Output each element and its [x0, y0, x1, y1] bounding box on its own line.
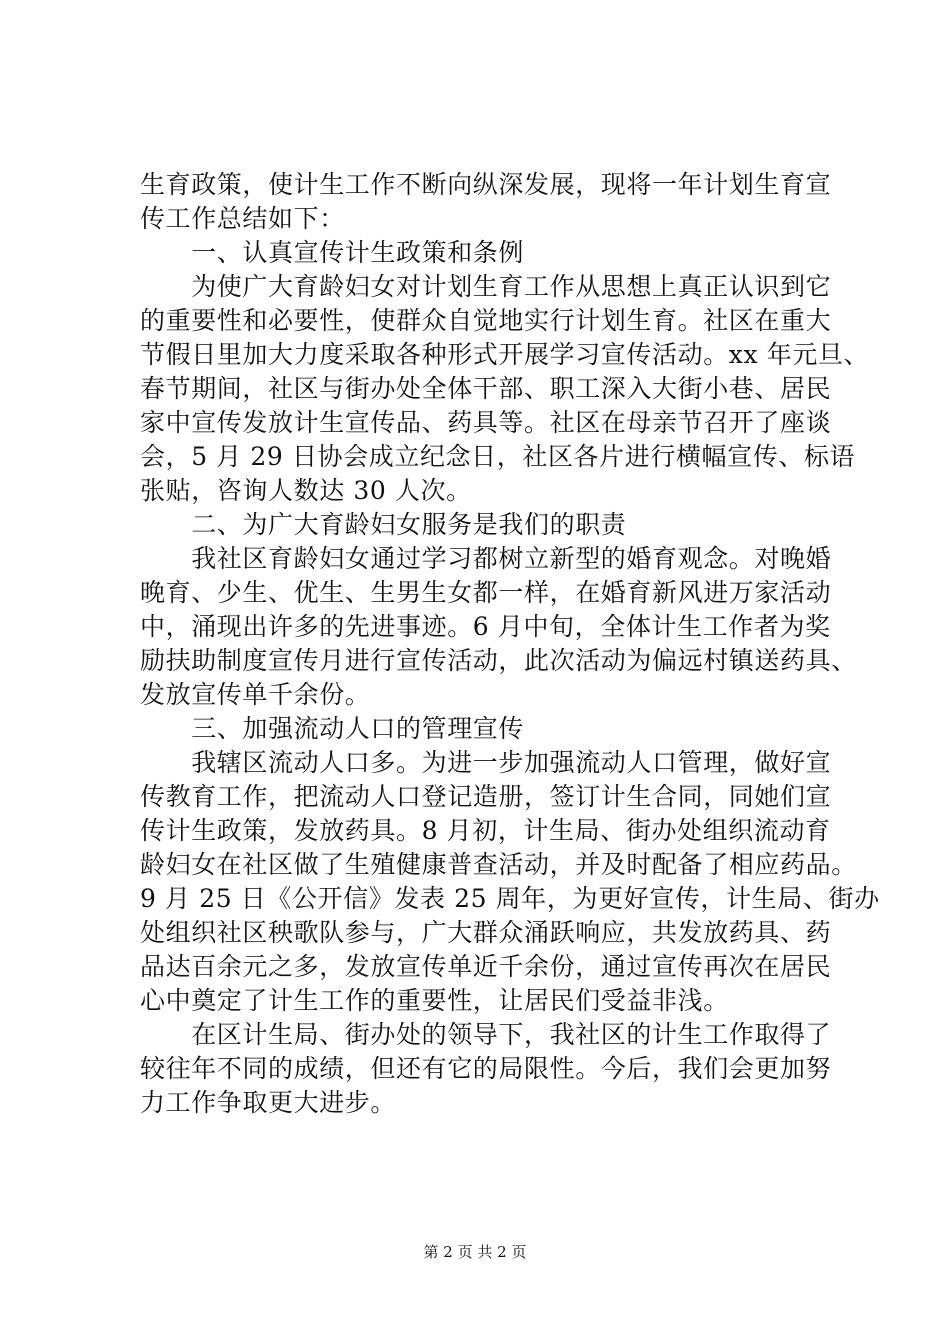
text-line: 春节期间，社区与街办处全体干部、职工深入大街小巷、居民 [140, 374, 832, 403]
text-line: 在区计生局、街办处的领导下，我社区的计生工作取得了 [140, 1020, 832, 1049]
document-body [140, 168, 880, 1120]
text-line: 传计生政策，发放药具。8 月初，计生局、街办处组织流动育 [140, 816, 831, 845]
text-line: 我辖区流动人口多。为进一步加强流动人口管理，做好宣 [140, 748, 832, 777]
text-line: 会，5 月 29 日协会成立纪念日，社区各片进行横幅宣传、标语 [140, 442, 856, 471]
text-line: 心中奠定了计生工作的重要性，让居民们受益非浅。 [140, 986, 729, 1015]
text-line: 较往年不同的成绩，但还有它的局限性。今后，我们会更加努 [140, 1054, 832, 1083]
text-line: 晚育、少生、优生、生男生女都一样，在婚育新风进万家活动 [140, 578, 832, 607]
text-line: 的重要性和必要性，使群众自觉地实行计划生育。社区在重大 [140, 306, 832, 335]
text-line: 品达百余元之多，发放宣传单近千余份，通过宣传再次在居民 [140, 952, 832, 981]
text-line: 传教育工作，把流动人口登记造册，签订计生合同，同她们宣 [140, 782, 832, 811]
text-line: 家中宣传发放计生宣传品、药具等。社区在母亲节召开了座谈 [140, 408, 832, 437]
text-line: 励扶助制度宣传月进行宣传活动，此次活动为偏远村镇送药具、 [140, 646, 857, 675]
text-line: 传工作总结如下： [140, 204, 345, 233]
page-footer: 第 2 页 共 2 页 [423, 1243, 527, 1261]
text-line: 张贴，咨询人数达 30 人次。 [140, 476, 472, 505]
text-line: 9 月 25 日《公开信》发表 25 周年，为更好宣传，计生局、街办 [140, 884, 880, 913]
section-heading: 一、认真宣传计生政策和条例 [140, 238, 525, 267]
text-line: 生育政策，使计生工作不断向纵深发展，现将一年计划生育宣 [140, 170, 832, 199]
text-line: 节假日里加大力度采取各种形式开展学习宣传活动。xx 年元旦、 [140, 340, 870, 369]
section-heading: 三、加强流动人口的管理宣传 [140, 714, 525, 743]
text-line: 处组织社区秧歌队参与，广大群众涌跃响应，共发放药具、药 [140, 918, 832, 947]
text-line: 中，涌现出许多的先进事迹。6 月中旬，全体计生工作者为奖 [140, 612, 831, 641]
section-heading: 二、为广大育龄妇女服务是我们的职责 [140, 510, 627, 539]
text-line: 龄妇女在社区做了生殖健康普查活动，并及时配备了相应药品。 [140, 850, 857, 879]
text-line: 发放宣传单千余份。 [140, 680, 371, 709]
text-line: 力工作争取更大进步。 [140, 1088, 397, 1117]
text-line: 为使广大育龄妇女对计划生育工作从思想上真正认识到它 [140, 272, 832, 301]
text-line: 我社区育龄妇女通过学习都树立新型的婚育观念。对晚婚 [140, 544, 832, 573]
